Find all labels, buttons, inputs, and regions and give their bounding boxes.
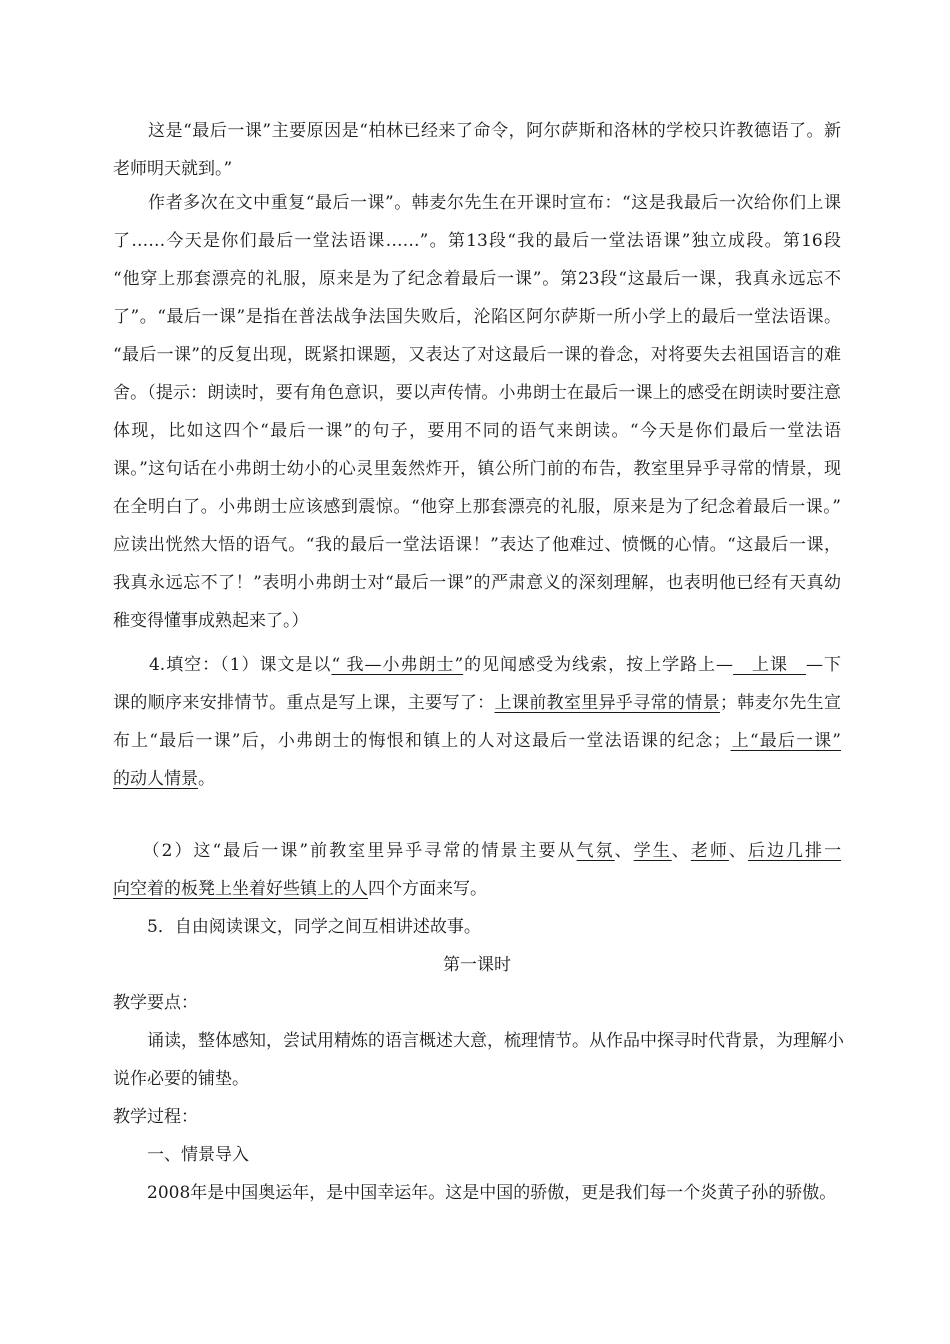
process-heading [113,1098,841,1136]
fill-blank-answer: 上课前教室里异乎寻常的情景 [494,693,720,713]
paragraph-reason [113,112,841,188]
teaching-points-heading [113,984,841,1022]
paragraph-repetition [113,184,841,640]
question-4-part-2 [113,832,841,908]
text-run: ；韩麦尔先生宣 [719,693,842,713]
text-line [113,722,841,760]
text-line: “他穿上那套漂亮的礼服，原来是为了纪念着最后一课”。第23段“这最后一课，我真永远忘不 [113,269,841,289]
text-line: “最后一课”的反复出现，既紧扣课题，又表达了对这最后一课的眷念，对将要失去祖国语言的难 [113,345,841,365]
text-run: 、 [614,841,634,861]
text-line: 教学过程： [113,1107,198,1127]
fill-blank-answer: 的动人情景 [113,769,198,789]
text-line: 作者多次在文中重复“最后一课”。韩麦尔先生在开课时宣布：“这是我最后一次给你们上课 [113,193,841,213]
text-line: 诵读，整体感知，尝试用精炼的语言概述大意，梳理情节。从作品中探寻时代背景，为理解小 [113,1031,844,1051]
text-run: 布上“最后一课”后，小弗朗士的悔恨和镇上的人对这最后一堂法语课的纪念； [113,731,731,751]
text-line: 5．自由阅读课文，同学之间互相讲述故事。 [113,917,481,937]
text-line: 一、情景导入 [113,1145,249,1165]
fill-blank-answer: 老师 [690,841,729,861]
text-line: 教学要点： [113,993,198,1013]
fill-blank-answer: 后边几排一 [747,841,842,861]
teaching-points [113,1022,844,1098]
text-line: 舍。（提示：朗读时，要有角色意识，要以声传情。小弗朗士在最后一课上的感受在朗读时要注意 [113,383,841,403]
text-line: 这是“最后一课”主要原因是“柏林已经来了命令，阿尔萨斯和洛林的学校只许教德语了。新 [113,121,841,141]
text-line: 2008年是中国奥运年，是中国幸运年。这是中国的骄傲，更是我们每一个炎黄子孙的骄傲。 [113,1183,837,1203]
text-line: 在全明白了。小弗朗士应该感到震惊。“他穿上那套漂亮的礼服，原来是为了纪念着最后一课。” [113,497,841,517]
text-line: 课。”这句话在小弗朗士幼小的心灵里轰然炸开，镇公所门前的布告，教室里异乎寻常的情景，现 [113,459,841,479]
text-run: 的见闻感受为线索，按上学路上— [463,655,734,675]
text-run: 。 [198,769,215,789]
text-line: 应读出恍然大悟的语气。“我的最后一堂法语课！”表达了他难过、愤慨的心情。“这最后一课， [113,535,841,555]
text-line: 我真永远忘不了！”表明小弗朗士对“最后一课”的严肃意义的深刻理解，也表明他已经有天真幼 [113,573,841,593]
text-line: 了”。“最后一课”是指在普法战争法国失败后，沦陷区阿尔萨斯一所小学上的最后一堂法语课。 [113,307,841,327]
text-line [113,760,841,798]
text-run: 4.填空：（1）课文是以 [113,655,332,675]
fill-blank-answer: 上课 [733,655,807,675]
text-line: 稚变得懂事成熟起来了。） [113,611,309,631]
text-run: （2）这“最后一课”前教室里异乎寻常的情景主要从 [113,841,577,861]
process-item-1 [113,1136,841,1174]
text-line: 说作必要的铺垫。 [113,1069,249,1089]
text-run: 课的顺序来安排情节。重点是写上课，主要写了： [113,693,495,713]
fill-blank-answer: 上“最后一课” [730,731,841,751]
fill-blank-answer: 向空着的板凳上坐着好些镇上的人 [113,879,368,899]
text-line: 了……今天是你们最后一堂法语课……”。第13段“我的最后一堂法语课”独立成段。第16段 [113,231,841,251]
text-line [113,646,841,684]
text-line: 老师明天就到。” [113,159,233,179]
text-run: 、 [671,841,691,861]
fill-blank-answer: 气氛 [576,841,615,861]
question-5 [113,908,841,946]
text-line [113,832,841,870]
question-4-part-1 [113,646,841,798]
text-run: —下 [806,655,842,675]
text-run: 、 [728,841,748,861]
fill-blank-answer: “ 我—小弗朗士” [331,655,464,675]
text-line [113,684,841,722]
text-run: 四个方面来写。 [368,879,487,899]
fill-blank-answer: 学生 [633,841,672,861]
section-title: 第一课时 [443,955,511,975]
intro-paragraph [113,1174,841,1212]
text-line: 体现，比如这四个“最后一课”的句子，要用不同的语气来朗读。“今天是你们最后一堂法语 [113,421,841,441]
text-line [113,870,841,908]
